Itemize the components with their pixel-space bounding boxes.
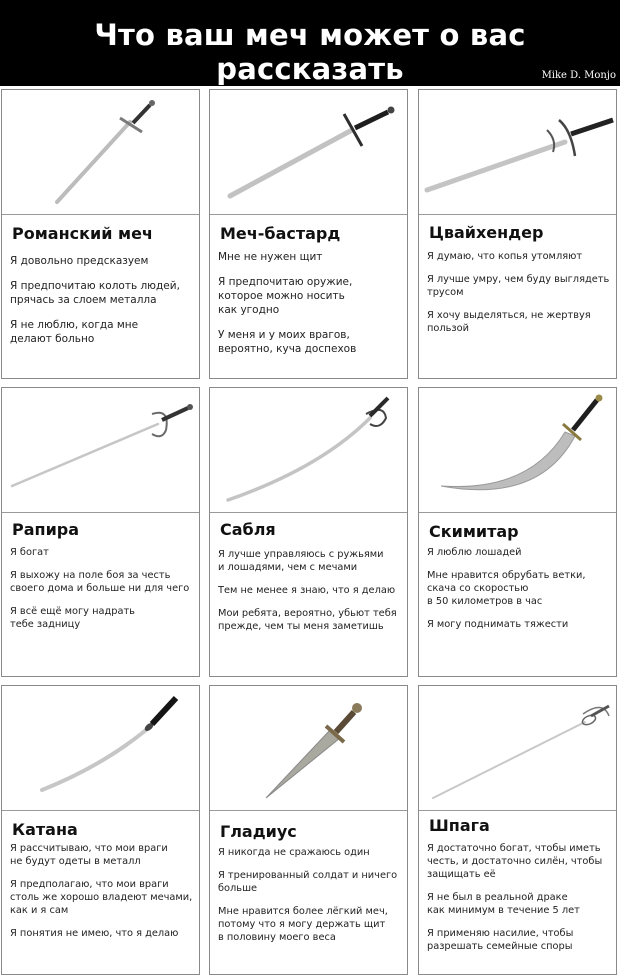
bastard-sword-image	[210, 90, 407, 215]
trait-line: У меня и у моих врагов, вероятно, куча доспехов	[218, 329, 357, 355]
author-credit: Mike D. Monjo	[541, 70, 616, 81]
trait-line: Мне не нужен щит	[218, 251, 323, 263]
card-title: Романский меч	[12, 224, 153, 243]
card-sabre	[209, 387, 408, 677]
card-bastard	[209, 89, 408, 379]
trait-line: Я никогда не сражаюсь один	[218, 847, 370, 858]
card-title: Шпага	[429, 816, 490, 835]
zweihander-image	[419, 90, 616, 215]
card-zweihander	[418, 89, 617, 379]
trait-line: Мне нравится более лёгкий меч, потому что я могу держать щит в половину моего веса	[218, 906, 388, 943]
romanesque-sword-image	[2, 90, 199, 215]
trait-line: Я достаточно богат, чтобы иметь честь, и достаточно силён, чтобы защищать её	[427, 843, 603, 880]
card-gladius	[209, 685, 408, 975]
trait-line: Я могу поднимать тяжести	[427, 619, 569, 630]
card-title: Скимитар	[429, 522, 519, 541]
card-smallsword	[418, 685, 617, 975]
card-title: Гладиус	[220, 822, 297, 841]
trait-line: Я хочу выделяться, не жертвуя пользой	[427, 310, 591, 334]
trait-line: Я понятия не имею, что я делаю	[10, 928, 179, 939]
page-title: Что ваш меч может о вас рассказать	[94, 18, 526, 86]
trait-line: Я думаю, что копья утомляют	[427, 251, 583, 262]
scimitar-image	[419, 388, 616, 513]
trait-line: Я предпочитаю оружие, которое можно носить как угодно	[218, 276, 353, 316]
trait-line: Я лучше управляюсь с ружьями и лошадями, чем с мечами	[218, 549, 384, 573]
trait-line: Я довольно предсказуем	[10, 255, 149, 267]
trait-line: Я не люблю, когда мне делают больно	[10, 319, 139, 345]
trait-line: Мне нравится обрубать ветки, скача со скоростью в 50 километров в час	[427, 570, 586, 607]
trait-line: Я лучше умру, чем буду выглядеть трусом	[427, 274, 610, 298]
trait-line: Я применяю насилие, чтобы разрешать семейные споры	[427, 928, 574, 952]
card-title: Цвайхендер	[429, 223, 544, 242]
card-title: Катана	[12, 820, 78, 839]
trait-line: Я всё ещё могу надрать тебе задницу	[10, 606, 135, 630]
card-scimitar	[418, 387, 617, 677]
card-romanesque	[1, 89, 200, 379]
card-title: Рапира	[12, 520, 80, 539]
trait-line: Я не был в реальной драке как минимум в течение 5 лет	[427, 892, 580, 916]
trait-line: Тем не менее я знаю, что я делаю	[218, 585, 396, 596]
rapier-image	[2, 388, 199, 513]
trait-line: Я тренированный солдат и ничего больше	[218, 870, 398, 894]
trait-line: Я предпочитаю колоть людей, прячась за слоем металла	[10, 280, 180, 306]
katana-image	[2, 686, 199, 811]
card-rapier	[1, 387, 200, 677]
gladius-image	[210, 686, 407, 811]
trait-line: Я предполагаю, что мои враги столь же хорошо владеют мечами, как и я сам	[10, 879, 193, 916]
trait-line: Я богат	[10, 547, 49, 558]
smallsword-image	[419, 686, 616, 811]
card-katana	[1, 685, 200, 975]
trait-line: Я выхожу на поле боя за честь своего дома и больше ни для чего	[10, 570, 190, 594]
trait-line: Мои ребята, вероятно, убьют тебя прежде, чем ты меня заметишь	[218, 608, 397, 632]
header-banner	[0, 0, 620, 86]
card-title: Меч-бастард	[220, 224, 341, 243]
sabre-image	[210, 388, 407, 513]
card-title: Сабля	[220, 520, 276, 539]
trait-line: Я рассчитываю, что мои враги не будут одеты в металл	[10, 843, 168, 867]
trait-line: Я люблю лошадей	[427, 547, 522, 558]
